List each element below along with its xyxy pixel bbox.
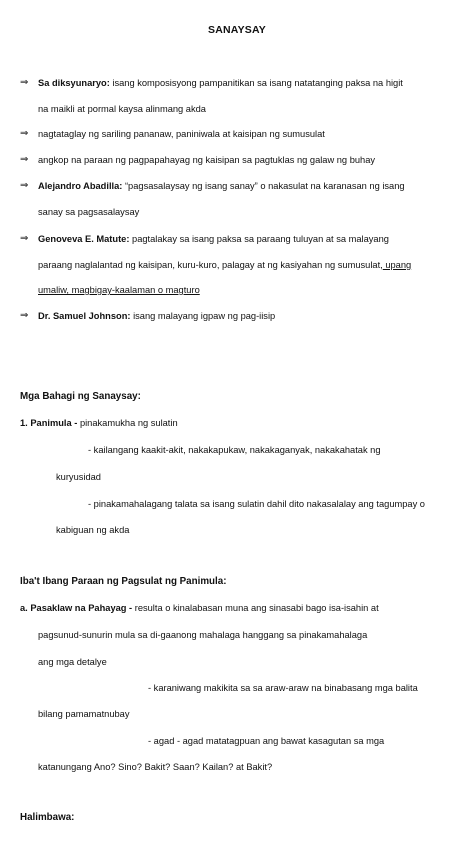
bahagi-sub-continuation: kuryusidad	[56, 472, 101, 482]
definition-continuation	[38, 259, 411, 271]
paraan-item-pasaklaw	[20, 602, 379, 614]
definition-matute	[38, 233, 389, 245]
paraan-sub-continuation: katanungang Ano? Sino? Bakit? Saan? Kailan? at Bakit?	[38, 762, 273, 772]
arrow-icon: ⇒	[20, 310, 29, 321]
bahagi-item-panimula	[20, 417, 178, 429]
paraan-sub-item: - karaniwang makikita sa sa araw-araw na binabasang mga balita	[148, 683, 418, 693]
bahagi-sub-item: - kailangang kaakit-akit, nakakapukaw, nakakaganyak, nakakahatak ng	[88, 445, 381, 455]
section-heading-bahagi: Mga Bahagi ng Sanaysay:	[20, 391, 141, 402]
definition-johnson	[38, 310, 275, 322]
bahagi-sub-continuation: kabiguan ng akda	[56, 525, 130, 535]
arrow-icon: ⇒	[20, 128, 29, 139]
definition-text: isang malayang igpaw ng pag-iisip	[130, 311, 276, 321]
section-heading-paraan: Iba't Ibang Paraan ng Pagsulat ng Panimula:	[20, 576, 227, 587]
item-text: resulta o kinalabasan muna ang sinasabi bago isa-isahin at	[132, 603, 379, 613]
definition-text: isang komposisyong pampanitikan sa isang natatanging paksa na higit	[109, 78, 403, 88]
definition-text: angkop na paraan ng pagpapahayag ng kaisipan sa pagtuklas ng galaw ng buhay	[38, 155, 376, 165]
definition-abadilla	[38, 180, 405, 192]
paraan-sub-continuation: bilang pamamatnubay	[38, 709, 130, 719]
arrow-icon: ⇒	[20, 233, 29, 244]
arrow-icon: ⇒	[20, 180, 29, 191]
definition-continuation-underlined: umaliw, magbigay-kaalaman o magturo	[38, 285, 200, 295]
definition-continuation: na maikli at pormal kaysa alinmang akda	[38, 104, 206, 114]
definition-term: Dr. Samuel Johnson:	[38, 311, 131, 321]
definition-continuation: sanay sa pagsasalaysay	[38, 207, 140, 217]
bahagi-sub-item: - pinakamahalagang talata sa isang sulatin dahil dito nakasalalay ang tagumpay o	[88, 499, 425, 509]
definition-text: pagtalakay sa isang paksa sa paraang tuluyan at sa malayang	[129, 234, 389, 244]
definition-text: “pagsasalaysay ng isang sanay” o nakasulat na karanasan ng isang	[122, 181, 405, 191]
definition-diksyunaryo	[38, 77, 403, 89]
definition-text: nagtataglay ng sariling pananaw, paniniwala at kaisipan ng sumusulat	[38, 129, 325, 139]
item-label: 1. Panimula -	[20, 418, 78, 428]
paraan-continuation: ang mga detalye	[38, 657, 107, 667]
paraan-sub-item: - agad - agad matatagpuan ang bawat kasagutan sa mga	[148, 736, 385, 746]
item-label: a. Pasaklaw na Pahayag -	[20, 603, 133, 613]
definition-term: Genoveva E. Matute:	[38, 234, 130, 244]
item-text: pinakamukha ng sulatin	[77, 418, 178, 428]
arrow-icon: ⇒	[20, 154, 29, 165]
continuation-text: paraang naglalantad ng kaisipan, kuru-kuro, palagay at ng kasiyahan ng sumusulat,	[38, 260, 383, 270]
underlined-text: upang	[382, 260, 412, 270]
definition-term: Sa diksyunaryo:	[38, 78, 110, 88]
definition-term: Alejandro Abadilla:	[38, 181, 123, 191]
arrow-icon: ⇒	[20, 77, 29, 88]
page-title: SANAYSAY	[207, 24, 267, 36]
halimbawa-heading: Halimbawa:	[20, 812, 75, 823]
paraan-continuation: pagsunud-sunurin mula sa di-gaanong mahalaga hanggang sa pinakamahalaga	[38, 630, 368, 640]
